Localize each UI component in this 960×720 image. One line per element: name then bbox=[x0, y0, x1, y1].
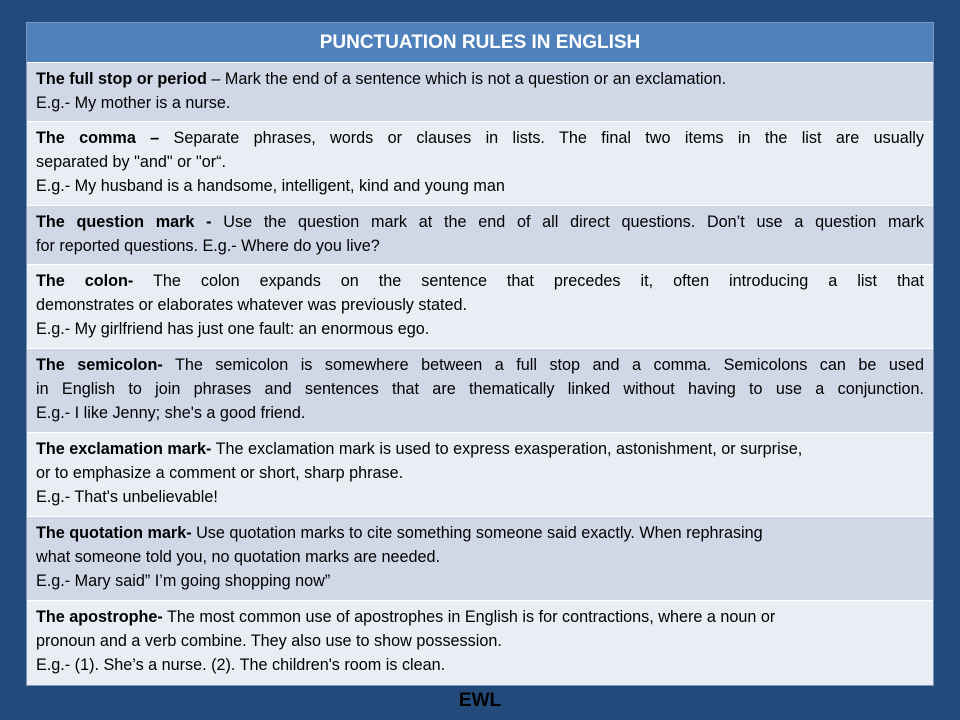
rule-example: for reported questions. E.g.- Where do you live? bbox=[36, 237, 380, 255]
rule-text: Use the question mark at the end of all direct questions. Don’t use a question mark bbox=[211, 213, 924, 231]
rule-text: Use quotation marks to cite something someone said exactly. When rephrasing bbox=[191, 524, 763, 542]
rule-row-apostrophe bbox=[27, 601, 933, 685]
rule-text: or to emphasize a comment or short, sharp phrase. bbox=[36, 464, 404, 482]
rule-term: The colon- bbox=[36, 272, 134, 290]
rule-text: Separate phrases, words or clauses in lists. The final two items in the list are usually bbox=[159, 129, 924, 147]
rule-example: E.g.- (1). She’s a nurse. (2). The children's room is clean. bbox=[36, 656, 446, 674]
rule-term: The question mark - bbox=[36, 213, 212, 231]
rule-row-quotation-mark bbox=[27, 517, 933, 601]
rule-example: E.g.- My mother is a nurse. bbox=[36, 94, 231, 112]
rule-line bbox=[36, 353, 924, 377]
rule-text: pronoun and a verb combine. They also use to show possession. bbox=[36, 632, 502, 650]
rule-example: E.g.- Mary said” I’m going shopping now” bbox=[36, 572, 331, 590]
rule-row-comma bbox=[27, 122, 933, 206]
rule-line bbox=[36, 437, 924, 461]
rule-line bbox=[36, 67, 924, 91]
rule-row-question-mark bbox=[27, 206, 933, 265]
rule-row-colon bbox=[27, 265, 933, 349]
table-title: PUNCTUATION RULES IN ENGLISH bbox=[27, 23, 933, 63]
rule-term: The quotation mark- bbox=[36, 524, 192, 542]
rule-line bbox=[36, 126, 924, 150]
rule-line bbox=[36, 521, 924, 545]
rule-text: The exclamation mark is used to express exasperation, astonishment, or surprise, bbox=[211, 440, 803, 458]
rule-term: The comma – bbox=[36, 129, 160, 147]
rule-text: The most common use of apostrophes in English is for contractions, where a noun or bbox=[162, 608, 776, 626]
rule-example: E.g.- My girlfriend has just one fault: an enormous ego. bbox=[36, 320, 430, 338]
rule-term: The apostrophe- bbox=[36, 608, 163, 626]
rule-term: The semicolon- bbox=[36, 356, 163, 374]
rule-example: E.g.- My husband is a handsome, intelligent, kind and young man bbox=[36, 177, 505, 195]
rule-row-full-stop bbox=[27, 63, 933, 122]
rule-text: what someone told you, no quotation marks are needed. bbox=[36, 548, 441, 566]
rule-row-semicolon bbox=[27, 349, 933, 433]
punctuation-rules-table bbox=[26, 22, 934, 686]
rule-row-exclamation-mark bbox=[27, 433, 933, 517]
rule-example: E.g.- That's unbelievable! bbox=[36, 488, 218, 506]
rule-text: The colon expands on the sentence that precedes it, often introducing a list that bbox=[133, 272, 924, 290]
rule-line bbox=[36, 605, 924, 629]
rule-line bbox=[36, 269, 924, 293]
rule-term: The exclamation mark- bbox=[36, 440, 212, 458]
rule-term: The full stop or period bbox=[36, 70, 207, 88]
rule-text: The semicolon is somewhere between a full stop and a comma. Semicolons can be used bbox=[162, 356, 924, 374]
rule-example: E.g.- I like Jenny; she's a good friend. bbox=[36, 404, 306, 422]
rule-text: demonstrates or elaborates whatever was previously stated. bbox=[36, 296, 467, 314]
rule-text: separated by "and" or "or“. bbox=[36, 153, 227, 171]
rule-text: in English to join phrases and sentences that are thematically linked without having to use a conjunction. bbox=[36, 380, 924, 398]
footer-brand: EWL bbox=[458, 690, 502, 711]
rule-text: – Mark the end of a sentence which is not a question or an exclamation. bbox=[206, 70, 727, 88]
rule-line bbox=[36, 210, 924, 234]
